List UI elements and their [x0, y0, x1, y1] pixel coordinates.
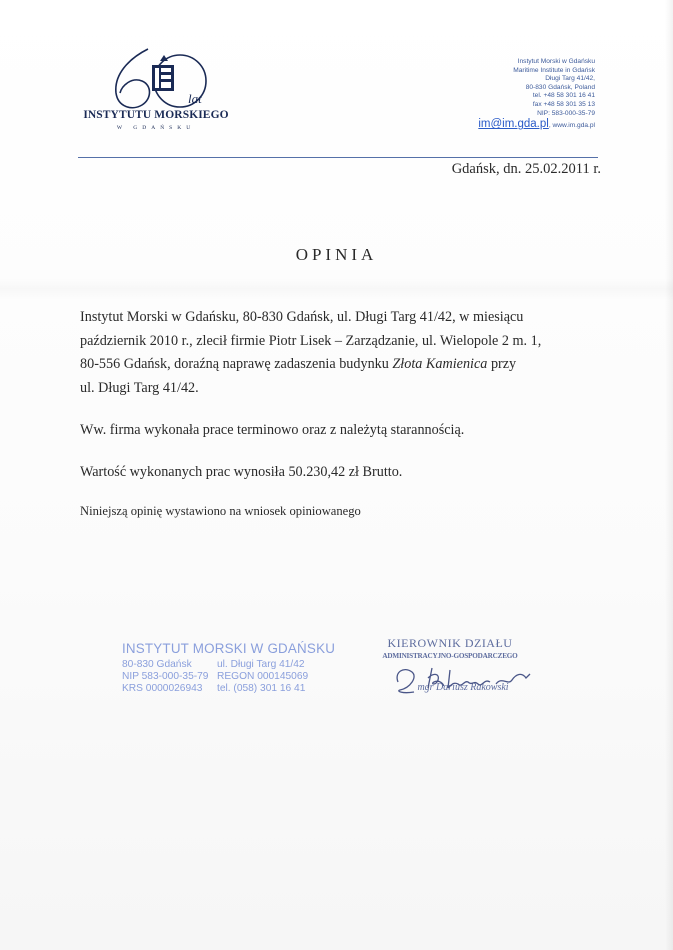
stamp-cell: tel. (058) 301 16 41	[217, 683, 306, 695]
body-text: 80-556 Gdańsk, doraźną naprawę zadaszenia budynku	[80, 356, 389, 372]
body-text: przy	[490, 356, 517, 372]
document-date: Gdańsk, dn. 25.02.2011 r.	[451, 161, 601, 177]
stamp-title: INSTYTUT MORSKI W GDAŃSKU	[122, 641, 336, 656]
paragraph-work-quality: Ww. firma wykonała prace terminowo oraz z należytą starannością.	[80, 422, 465, 438]
contact-line: NIP: 583-000-35-79	[537, 109, 595, 117]
stamp-cell: ul. Długi Targ 41/42	[217, 659, 305, 670]
contact-line: Instytut Morski w Gdańsku	[517, 58, 595, 65]
stamp-row	[122, 683, 322, 695]
stamp-signatory: mgr Dariusz Rakowski	[417, 682, 509, 693]
header-divider	[78, 157, 598, 158]
contact-line: fax +48 58 301 35 13	[532, 100, 595, 108]
body-line: październik 2010 r., zlecił firmie Piotr Lisek – Zarządzanie, ul. Wielopole 2 m. 1,	[80, 332, 542, 349]
paragraph-order-details	[80, 306, 600, 400]
document-body	[80, 306, 600, 524]
institute-logo	[76, 45, 236, 155]
stamp-row	[122, 659, 322, 671]
stamp-cell: NIP 583-000-35-79	[122, 671, 209, 683]
stamp-row	[122, 671, 322, 683]
body-line: ul. Długi Targ 41/42.	[80, 379, 199, 396]
contact-web-row: im@im.gda.pl, www.im.gda.pl	[478, 118, 595, 131]
logo-institute-name: INSTYTUTU MORSKIEGO	[83, 109, 229, 121]
paragraph-issuance-note: Niniejszą opinię wystawiono na wniosek opiniowanego	[80, 504, 361, 518]
body-line: Instytut Morski w Gdańsku, 80-830 Gdańsk, ul. Długi Targ 41/42, w miesiącu	[80, 309, 524, 325]
contact-line: Długi Targ 41/42,	[545, 75, 595, 83]
stamp-department: ADMINISTRACYJNO-GOSPODARCZEGO	[382, 652, 518, 660]
building-name: Złota Kamienica	[392, 356, 488, 372]
paragraph-work-value: Wartość wykonanych prac wynosiła 50.230,42 zł Brutto.	[80, 463, 403, 480]
stamp-cell: REGON 000145069	[217, 671, 309, 683]
handwritten-signature	[392, 664, 542, 698]
stamp-cell: 80-830 Gdańsk	[122, 659, 192, 670]
institute-stamp	[122, 641, 336, 696]
website-link[interactable]: www.im.gda.pl	[552, 122, 595, 130]
contact-line: tel. +48 58 301 16 41	[532, 92, 595, 100]
paper-edge-shadow	[665, 0, 673, 950]
stamp-cell: KRS 0000026943	[122, 683, 203, 695]
logo-city: W GDAŃSKU	[116, 125, 196, 131]
contact-line: Maritime Institute in Gdańsk	[513, 66, 595, 74]
paper-fold	[0, 278, 673, 300]
stamp-position-title: KIEROWNIK DZIAŁU	[387, 636, 513, 650]
email-link[interactable]: im@im.gda.pl	[478, 118, 549, 131]
document-title: OPINIA	[295, 245, 378, 264]
contact-line: 80-830 Gdańsk, Poland	[525, 83, 595, 91]
body-line-with-italic	[80, 353, 600, 377]
svg-text:lat: lat	[188, 91, 202, 106]
anniversary-60-emblem	[106, 45, 216, 117]
contact-block	[478, 58, 595, 131]
